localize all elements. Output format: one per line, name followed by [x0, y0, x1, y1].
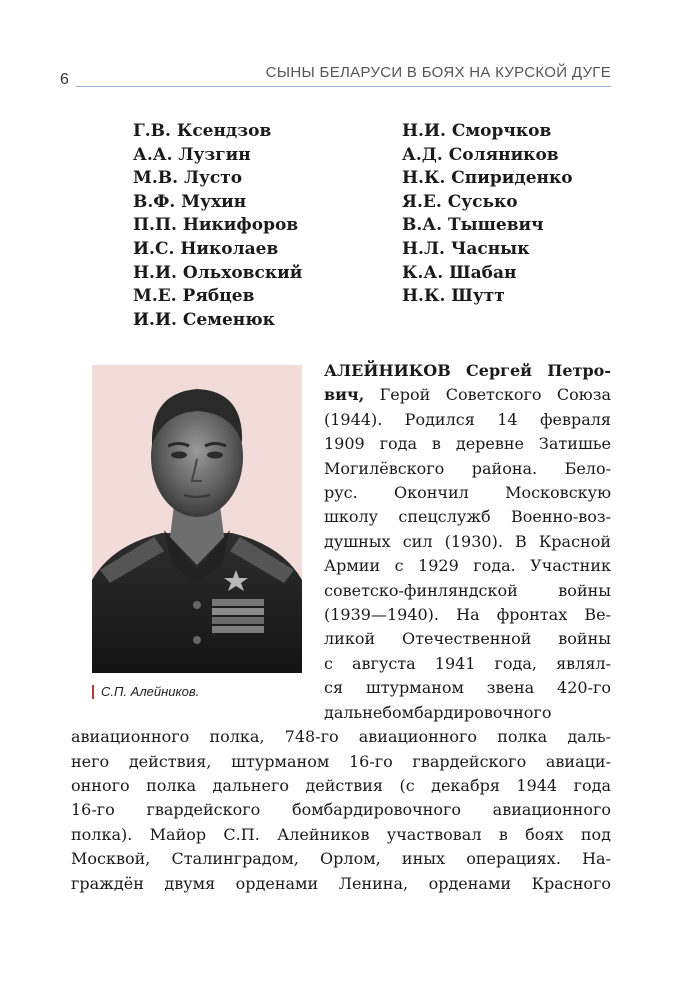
bio-line: Армии с 1929 года. Участник: [324, 556, 611, 576]
bio-line: [324, 383, 611, 407]
list-item: А.А. Лузгин: [133, 144, 251, 165]
names-list-left: [133, 120, 302, 332]
bio-line: (1939—1940). На фронтах Ве-: [324, 605, 611, 625]
list-item: Н.К. Шутт: [402, 286, 505, 307]
list-item: В.Ф. Мухин: [133, 191, 247, 212]
list-item: В.А. Тышевич: [402, 215, 544, 236]
bio-title: Герой Советского Союза: [364, 385, 611, 405]
list-item: М.В. Лусто: [133, 168, 243, 189]
bio-line: авиационного полка, 748-го авиационного полка даль-: [71, 727, 611, 747]
header-rule: [76, 86, 611, 87]
list-item: К.А. Шабан: [402, 262, 517, 283]
list-item: Г.В. Ксендзов: [133, 121, 272, 141]
bio-line: полка). Майор С.П. Алейников участвовал в боях под: [71, 824, 611, 844]
bio-name: АЛЕЙНИКОВ Сергей Петро-: [324, 361, 611, 380]
bio-line: душных сил (1930). В Красной: [324, 531, 611, 551]
page-number: 6: [60, 71, 69, 88]
bio-line: школу спецслужб Военно-воз-: [324, 507, 611, 527]
bio-line: него действия, штурманом 16-го гвардейского авиаци-: [71, 751, 611, 771]
list-item: Н.И. Сморчков: [402, 121, 552, 141]
bio-line: советско-финляндской войны: [324, 580, 611, 600]
bio-line: с августа 1941 года, являл-: [324, 653, 611, 673]
biography-text: [71, 359, 611, 896]
bio-line: [324, 359, 611, 383]
bio-line: ликой Отечественной войны: [324, 629, 611, 649]
list-item: Н.Л. Часнык: [402, 238, 530, 259]
bio-name-end: вич,: [324, 385, 365, 405]
list-item: Н.К. Спириденко: [402, 168, 573, 189]
bio-line: дальнебомбардировочного: [324, 702, 552, 722]
list-item: М.Е. Рябцев: [133, 286, 255, 307]
bio-line: Могилёвского района. Бело-: [324, 458, 611, 478]
list-item: И.И. Семенюк: [133, 309, 275, 330]
list-item: И.С. Николаев: [133, 238, 279, 259]
bio-line: Москвой, Сталинградом, Орлом, иных операциях. На-: [71, 849, 611, 869]
list-item: Я.Е. Суськo: [402, 191, 518, 212]
photo-caption: С.П. Алейников.: [101, 684, 200, 699]
bio-line: онного полка дальнего действия (с декабря 1944 года: [71, 775, 611, 795]
list-item: П.П. Никифоров: [133, 215, 299, 236]
bio-line: 16-го гвардейского бомбардировочного авиационного: [71, 800, 611, 820]
running-head: СЫНЫ БЕЛАРУСИ В БОЯХ НА КУРСКОЙ ДУГЕ: [265, 64, 611, 81]
bio-line: (1944). Родился 14 февраля: [324, 409, 611, 429]
list-item: Н.И. Ольховский: [133, 262, 303, 283]
bio-line: ся штурманом звена 420-го: [324, 678, 611, 698]
list-item: А.Д. Соляников: [402, 144, 559, 165]
bio-line: граждён двумя орденами Ленина, орденами Красного: [71, 873, 611, 893]
bio-line: рус. Окончил Московскую: [324, 483, 611, 503]
bio-line: 1909 года в деревне Затишье: [324, 434, 611, 454]
names-list-right: [402, 120, 573, 309]
